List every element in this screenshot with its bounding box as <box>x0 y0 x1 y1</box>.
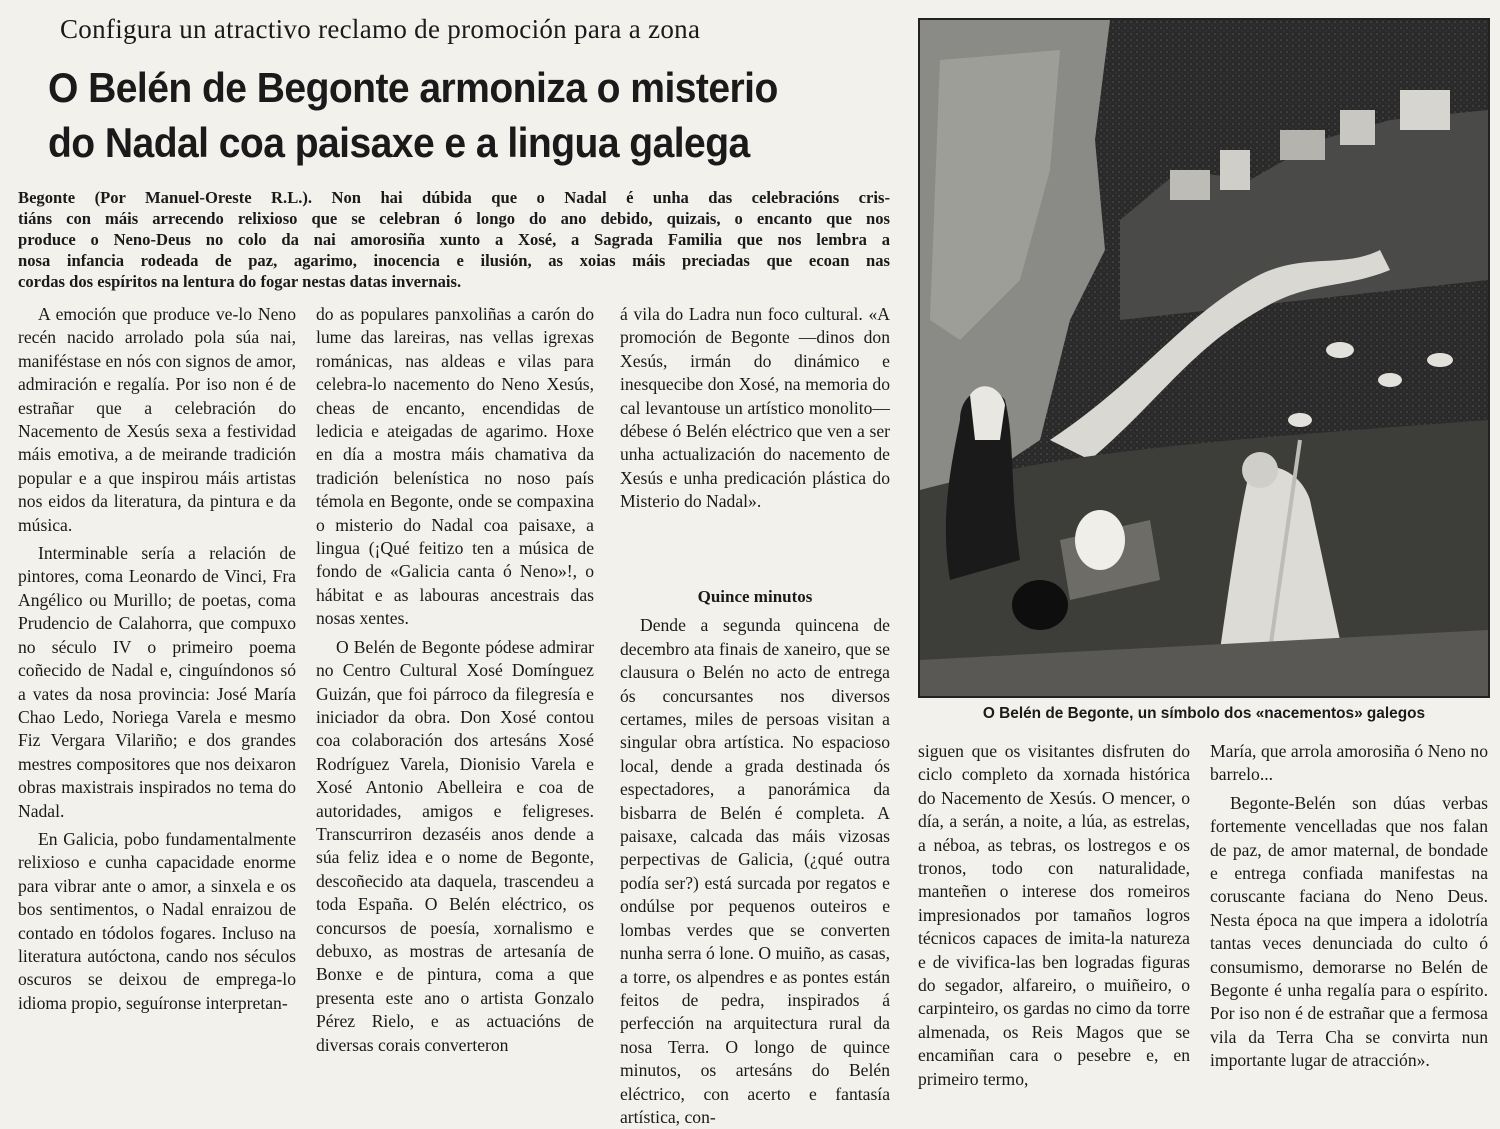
article-lead <box>18 187 890 292</box>
section-subhead: Quince minutos <box>697 587 813 606</box>
paragraph: María, que arrola amorosiña ó Neno no barrelo... <box>1210 741 1488 785</box>
headline-line-1: O Belén de Begonte armoniza o misterio <box>48 64 778 111</box>
article-kicker: Configura un atractivo reclamo de promoción para a zona <box>60 14 701 44</box>
article-headline <box>48 60 820 170</box>
body-column-2 <box>316 303 594 1057</box>
paragraph: Begonte-Belén son dúas verbas fortemente vencelladas que nos falan de paz, de amor maternal, de bondade e entrega confiada manifestas na coruscante faciana do Neno Deus. Nesta época na que impera a idolotría tantas veces denunciada do culto ó consumismo, demorarse no Belén de Begonte é unha regalía para o espírito. Por iso non é de estrañar que a fermosa vila da Terra Cha se convirta nun importante lugar de atracción». <box>1210 792 1488 1071</box>
nativity-photo-illustration <box>920 20 1488 696</box>
body-column-1 <box>18 303 296 1015</box>
photo-caption: O Belén de Begonte, un símbolo dos «nacementos» galegos <box>982 705 1426 722</box>
paragraph: En Galicia, pobo fundamentalmente relixioso e cunha capacidade enorme para vibrar ante o amor, a sinxela e os bos sentimentos, o Nadal enraizou de contado en tódolos fogares. Incluso na literatura autóctona, cando nos séculos oscuros se deixou de emprega-lo idioma propio, seguíronse interpretan- <box>18 828 296 1013</box>
paragraph: A emoción que produce ve-lo Neno recén nacido arrolado pola súa nai, maniféstase en nós con signos de amor, admiración e regalía. Por iso non é de estrañar que a celebración do Nacemento de Xesús sexa a festividad máis emotiva, a de meirande tradición popular e a que inspirou máis artistas nos eidos da literatura, da pintura e da música. <box>18 304 296 535</box>
paragraph: Dende a segunda quincena de decembro ata finais de xaneiro, que se clausura o Belén no acto de entrega ós concursantes nos diversos certames, miles de persoas visitan a singular obra artística. No espacioso local, dende a grada destinada ós espectadores, a panorámica da bisbarra de Belén é completa. A paisaxe, calcada das máis vizosas perpectivas de Galicia, (¿qué outra podía ser?) está surcada por regatos e ondúlse por pequenos outeiros e lombas verdes que se converten nunha serra ó lone. O muiño, as casas, a torre, os alpendres e as pontes están feitos de pedra, inspirados á perfección na arquitectura rural da nosa Terra. O longo de quince minutos, os artesáns do Belén eléctrico, con acerto e fantasía artística, con- <box>620 615 890 1127</box>
paragraph: O Belén de Begonte pódese admirar no Centro Cultural Xosé Domínguez Guizán, que foi párroco da filegresía e iniciador da obra. Don Xosé contou coa colaboración dos artesáns Xosé Rodríguez Varela, Dionisio Varela e Xosé Antonio Abelleira e coa de autoridades, amigos e feligreses. Transcurriron dezaséis anos dende a súa feliz idea e o nome de Begonte, descoñecido ata daquela, trascendeu a toda España. O Belén eléctrico, os concursos de poesía, xornalismo e debuxo, as mostras de artesanía de Bonxe e de pintura, coma a que presenta este ano o artista Gonzalo Pérez Rielo, e as actuacións de diversas corais converteron <box>316 636 594 1055</box>
lead-line: tiáns con máis arrecendo relixioso que se celebran ó longo do ano debido, quizais, o encanto que nos <box>18 209 890 228</box>
paragraph: do as populares panxoliñas a carón do lume das lareiras, nas vellas igrexas románicas, nas aldeas e vilas para celebra-lo nacemento do Neno Xesús, cheas de encanto, encendidas de ledicia e ateigadas de agarimo. Hoxe en día a mostra máis chamativa da tradición belenística no noso país témola en Begonte, onde se compaxina o misterio do Nadal coa paisaxe, a lingua (¡Qué feitizo ten a música de fondo de «Galicia canta ó Neno»!, o hábitat e as labouras ancestrais das nosas xentes. <box>316 304 594 629</box>
headline-line-2: do Nadal coa paisaxe e a lingua galega <box>48 119 750 166</box>
nativity-photo <box>918 18 1490 698</box>
paragraph: Interminable sería a relación de pintores, coma Leonardo de Vinci, Fra Angélico ou Murillo; de poetas, coma Prudencio de Calahorra, que compuxo no século IV o primeiro poema coñecido de Nadal e, cinguíndonos só a vates da nosa provincia: José María Chao Ledo, Noriega Varela e mesmo Fiz Vergara Vilariño; e dos grandes mestres compositores que nos deixaron obras maxistrais inspirados no tema do Nadal. <box>18 543 296 821</box>
paragraph: siguen que os visitantes disfruten do ciclo completo da xornada histórica do Nacemento de Xesús. O mencer, o día, a serán, a noite, a lúa, as estrelas, a néboa, as tebras, os lostregos e os tronos, todo con naturalidade, manteñen o interese dos romeiros impresionados por tamaños logros técnicos capaces de imita-la natureza e de vivifica-las ben logradas figuras do segador, alfareiro, o muiñeiro, o carpinteiro, os gardas no cimo da torre almenada, os Reis Magos que se encamiñan cara o pesebre e, en primeiro termo, <box>918 741 1190 1089</box>
lead-line: cordas dos espíritos na lentura do fogar nestas datas invernais. <box>18 272 462 291</box>
body-column-3-section <box>620 585 890 1129</box>
lead-line: produce o Neno-Deus no colo da nai amorosiña xunto a Xosé, a Sagrada Familia que nos lembra a <box>18 230 890 249</box>
lead-line: Begonte (Por Manuel-Oreste R.L.). Non hai dúbida que o Nadal é unha das celebracións cris- <box>18 188 890 207</box>
body-column-3 <box>620 303 890 514</box>
body-column-4 <box>918 740 1190 1091</box>
body-column-5 <box>1210 740 1488 1073</box>
lead-line: nosa infancia rodeada de paz, agarimo, inocencia e ilusión, as xoias máis preciadas que ecoan nas <box>18 251 890 270</box>
paragraph: á vila do Ladra nun foco cultural. «A promoción de Begonte —dinos don Xesús, irmán do dinámico e inesquecibe don Xosé, na memoria do cal levantouse un artístico monolito— débese ó Belén eléctrico que ven a ser unha actualización do nacemento de Xesús e unha predicación plástica do Misterio do Nadal». <box>620 304 890 512</box>
